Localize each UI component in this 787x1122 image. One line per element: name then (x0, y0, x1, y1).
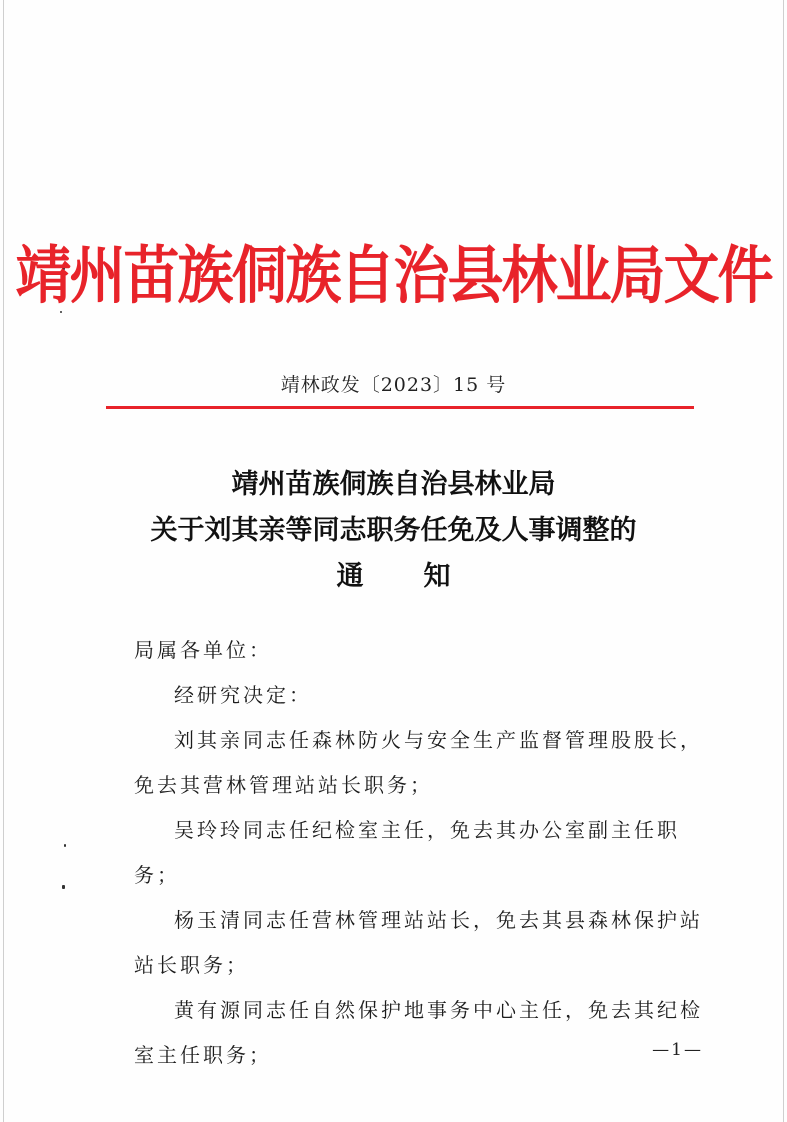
page-number: —1— (652, 1040, 703, 1060)
notice-title (0, 462, 787, 600)
document-number: 靖林政发〔2023〕15 号 (280, 374, 507, 396)
agency-file-title: 靖州苗族侗族自治县林业局文件 (15, 239, 772, 313)
scan-speck (64, 844, 66, 847)
appointment-paragraph: 刘其亲同志任森林防火与安全生产监督管理股股长，免去其营林管理站站长职务； (134, 728, 703, 797)
notice-title-line-1: 靖州苗族侗族自治县林业局 (231, 469, 556, 500)
notice-title-line-3: 通知 (336, 561, 511, 592)
notice-body (134, 628, 714, 1078)
appointment-paragraph: 黄有源同志任自然保护地事务中心主任，免去其纪检室主任职务； (134, 998, 703, 1067)
appointment-paragraph: 杨玉清同志任营林管理站站长，免去其县森林保护站站长职务； (134, 908, 703, 977)
intro-line: 经研究决定： (174, 683, 312, 707)
scan-speck (62, 885, 65, 889)
red-separator-line (106, 406, 694, 409)
appointment-paragraph: 吴玲玲同志任纪检室主任，免去其办公室副主任职务； (134, 818, 680, 887)
notice-title-line-2: 关于刘其亲等同志职务任免及人事调整的 (150, 515, 637, 546)
salutation: 局属各单位： (134, 638, 272, 662)
